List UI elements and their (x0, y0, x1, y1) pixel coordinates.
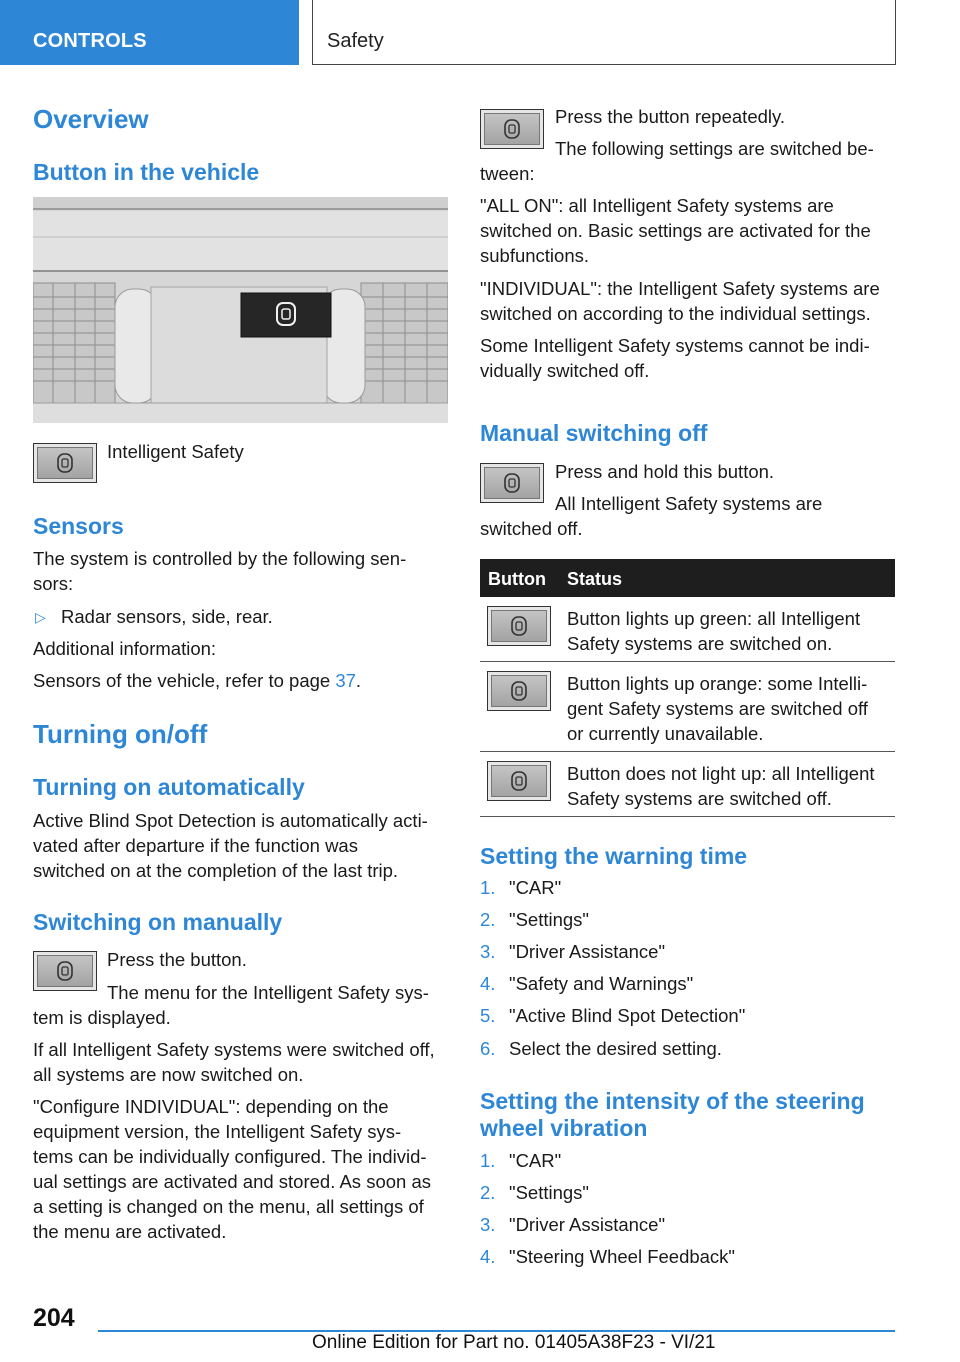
table-row-divider (480, 661, 895, 662)
intensity-step-4: "Steering Wheel Feedback" (509, 1246, 736, 1267)
sensors-reference: Sensors of the vehicle, refer to page 37. (33, 670, 362, 691)
table-row-3-line-2: Safety systems are switched off. (567, 788, 832, 809)
warning-step-3: "Driver Assistance" (509, 941, 666, 962)
auto-text-line-2: vated after departure if the function was (33, 835, 358, 856)
page-number: 204 (33, 1304, 75, 1332)
bullet-arrow-icon: ▷ (35, 609, 46, 625)
intensity-step-3: "Driver Assistance" (509, 1214, 666, 1235)
press-button-text: Press the button. (107, 949, 247, 970)
table-bottom-line (480, 816, 895, 817)
some-systems-line-1: Some Intelligent Safety systems cannot be indi- (480, 335, 870, 356)
table-row-3-line-1: Button does not light up: all Intelligent (567, 763, 875, 784)
warning-step-4: "Safety and Warnings" (509, 973, 694, 994)
intensity-heading-line-2: wheel vibration (480, 1115, 648, 1141)
individual-line-2: switched on according to the individual settings. (480, 303, 871, 324)
turning-on-off-heading: Turning on/off (33, 719, 208, 749)
step-number: 6. (480, 1038, 496, 1059)
column-header-button: Button (488, 569, 546, 589)
step-number: 3. (480, 941, 496, 962)
intelligent-safety-icon (510, 616, 528, 636)
hold-text-line-3: switched off. (480, 518, 583, 539)
edition-text: Online Edition for Part no. 01405A38F23 - VI/21 (312, 1332, 716, 1353)
sensors-heading: Sensors (33, 513, 124, 539)
button-green-image (487, 606, 551, 646)
section-tab (0, 0, 299, 65)
menu-text-line-1: The menu for the Intelligent Safety sys- (107, 982, 429, 1003)
page-link[interactable]: 37 (335, 670, 356, 691)
table-row-divider (480, 751, 895, 752)
step-number: 2. (480, 1182, 496, 1203)
configure-text-line-4: ual settings are activated and stored. As soon as (33, 1171, 431, 1192)
intelligent-safety-icon (510, 771, 528, 791)
repeat-text-line-2: The following settings are switched be- (555, 138, 874, 159)
intelligent-safety-icon (56, 961, 74, 981)
column-header-status: Status (567, 569, 623, 589)
switching-on-manually-heading: Switching on manually (33, 909, 283, 935)
intensity-heading-line-1: Setting the intensity of the steering (480, 1088, 865, 1114)
step-number: 1. (480, 877, 496, 898)
all-on-line-1: "ALL ON": all Intelligent Safety systems are (480, 195, 834, 216)
button-off-image (487, 761, 551, 801)
configure-text-line-3: tems can be individually configured. The individ- (33, 1146, 427, 1167)
some-systems-line-2: vidually switched off. (480, 360, 650, 381)
menu-text-line-2: tem is displayed. (33, 1007, 171, 1028)
warning-step-2: "Settings" (509, 909, 589, 930)
button-orange-image (487, 671, 551, 711)
step-number: 5. (480, 1005, 496, 1026)
step-number: 1. (480, 1150, 496, 1171)
table-row-2-line-1: Button lights up orange: some Intelli- (567, 673, 868, 694)
hold-text-line-1: Press and hold this button. (555, 461, 775, 482)
intelligent-safety-icon (503, 119, 521, 139)
step-number: 4. (480, 1246, 496, 1267)
table-row-1-line-2: Safety systems are switched on. (567, 633, 833, 654)
additional-info: Additional information: (33, 638, 217, 659)
individual-line-1: "INDIVIDUAL": the Intelligent Safety systems are (480, 278, 880, 299)
all-on-line-3: subfunctions. (480, 245, 590, 266)
repeat-text-line-3: tween: (480, 163, 535, 184)
allsys-text-line-2: all systems are now switched on. (33, 1064, 304, 1085)
dashboard-illustration (33, 197, 448, 423)
intelligent-safety-button-image (33, 443, 97, 483)
intelligent-safety-button-image (480, 463, 544, 503)
intelligent-safety-icon (503, 473, 521, 493)
status-table-header (480, 559, 895, 597)
step-number: 4. (480, 973, 496, 994)
allsys-text-line-1: If all Intelligent Safety systems were switched off, (33, 1039, 435, 1060)
sensors-text-line-2: sors: (33, 573, 74, 594)
all-on-line-2: switched on. Basic settings are activated for the (480, 220, 871, 241)
chapter-header (312, 0, 896, 65)
step-number: 2. (480, 909, 496, 930)
chapter-label: Safety (327, 30, 384, 52)
repeat-text-line-1: Press the button repeatedly. (555, 106, 786, 127)
configure-text-line-5: a setting is changed on the menu, all settings of (33, 1196, 424, 1217)
warning-step-1: "CAR" (509, 877, 562, 898)
overview-heading: Overview (33, 104, 149, 134)
intensity-step-1: "CAR" (509, 1150, 562, 1171)
dashboard-button-photo (33, 197, 448, 423)
sensors-text-line-1: The system is controlled by the following sen- (33, 548, 407, 569)
warning-time-heading: Setting the warning time (480, 843, 748, 869)
table-row-1-line-1: Button lights up green: all Intelligent (567, 608, 861, 629)
hold-text-line-2: All Intelligent Safety systems are (555, 493, 823, 514)
intelligent-safety-button-image (33, 951, 97, 991)
sensor-bullet: Radar sensors, side, rear. (61, 606, 273, 627)
configure-text-line-1: "Configure INDIVIDUAL": depending on the (33, 1096, 389, 1117)
intensity-step-2: "Settings" (509, 1182, 589, 1203)
configure-text-line-6: the menu are activated. (33, 1221, 227, 1242)
section-label: CONTROLS (33, 30, 147, 52)
intelligent-safety-icon (510, 681, 528, 701)
turning-on-automatically-heading: Turning on automatically (33, 774, 305, 800)
intelligent-safety-caption: Intelligent Safety (107, 441, 244, 462)
warning-step-6: Select the desired setting. (509, 1038, 722, 1059)
auto-text-line-1: Active Blind Spot Detection is automatically acti- (33, 810, 428, 831)
manual-switching-off-heading: Manual switching off (480, 420, 708, 446)
step-number: 3. (480, 1214, 496, 1235)
configure-text-line-2: equipment version, the Intelligent Safety sys- (33, 1121, 402, 1142)
button-in-vehicle-heading: Button in the vehicle (33, 159, 260, 185)
intelligent-safety-icon (56, 453, 74, 473)
auto-text-line-3: switched on at the completion of the last trip. (33, 860, 399, 881)
intelligent-safety-button-image (480, 109, 544, 149)
warning-step-5: "Active Blind Spot Detection" (509, 1005, 746, 1026)
table-row-2-line-3: or currently unavailable. (567, 723, 764, 744)
table-row-2-line-2: gent Safety systems are switched off (567, 698, 868, 719)
